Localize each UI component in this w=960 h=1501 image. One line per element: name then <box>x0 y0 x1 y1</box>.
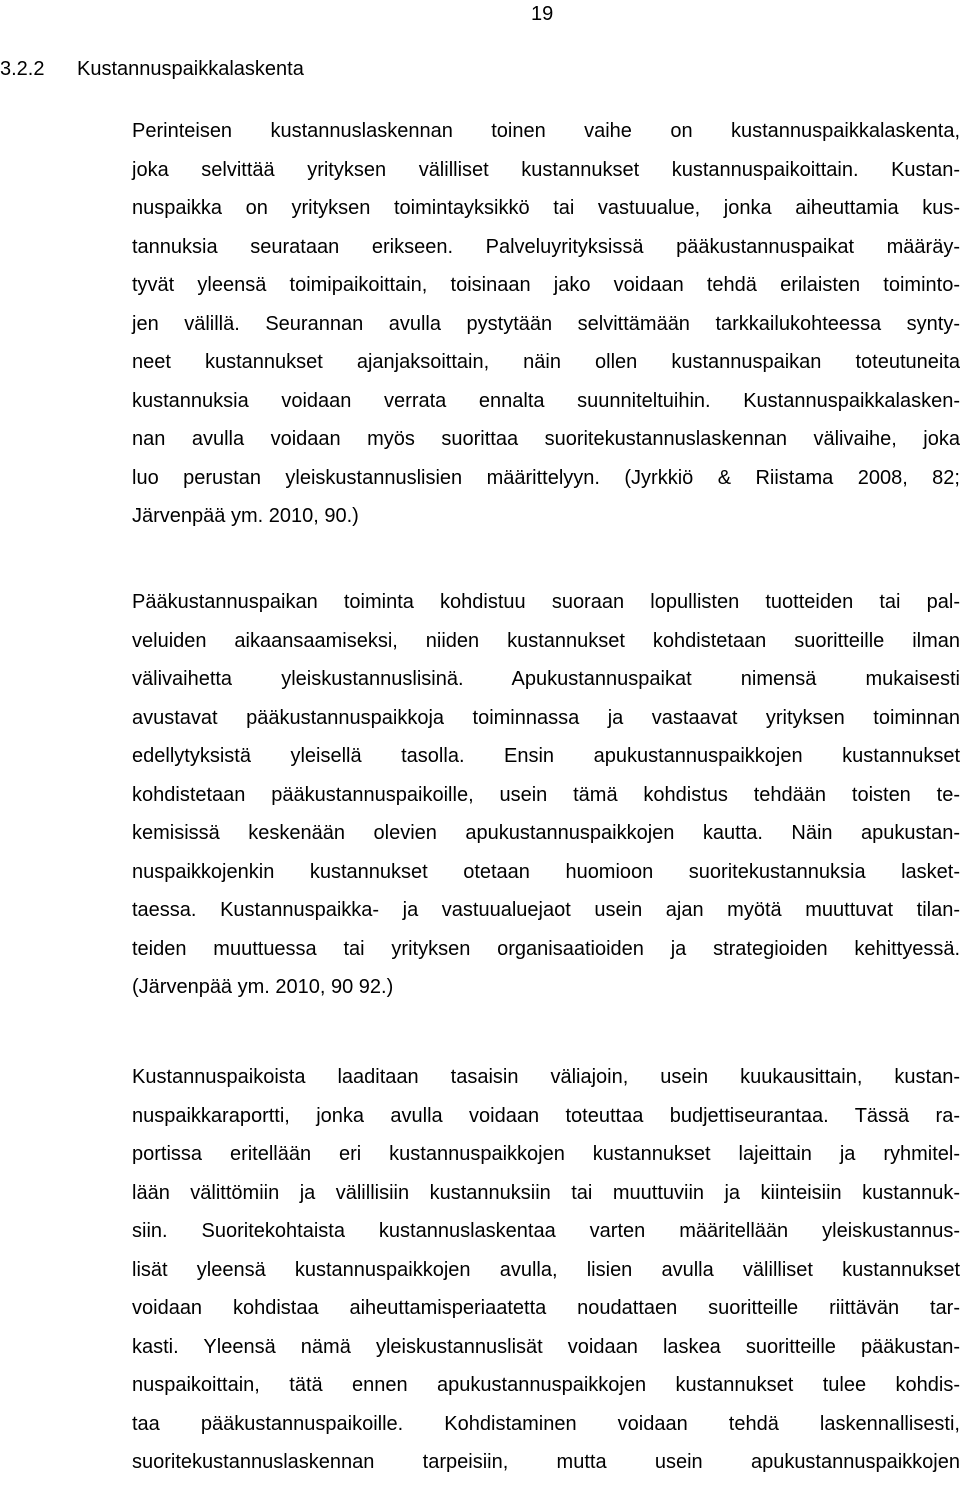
text-line: tyvät yleensä toimipaikoittain, toisinaan jako voidaan tehdä erilaisten toiminto- <box>132 274 960 296</box>
text-line: luo perustan yleiskustannuslisien määrittelyyn. (Jyrkkiö & Riistama 2008, 82; <box>132 466 960 489</box>
text-line: nuspaikka on yrityksen toimintayksikkö tai vastuualue, jonka aiheuttamia kus- <box>132 197 960 219</box>
text-line: kohdistetaan pääkustannuspaikoille, usein tämä kohdistus tehdään toisten te- <box>132 783 960 806</box>
text-line: kustannuksia voidaan verrata ennalta suunniteltuihin. Kustannuspaikkalasken- <box>132 389 960 412</box>
text-line: lään välittömiin ja välillisiin kustannuksiin tai muuttuviin ja kiinteisiin kustannuk- <box>132 1181 960 1204</box>
paragraph-1 <box>132 112 960 536</box>
text-line: taa pääkustannuspaikoille. Kohdistaminen voidaan tehdä laskennallisesti, <box>132 1412 960 1435</box>
text-line: nuspaikoittain, tätä ennen apukustannuspaikkojen kustannukset tulee kohdis- <box>132 1374 960 1396</box>
text-line: (Järvenpää ym. 2010, 90 92.) <box>132 976 394 998</box>
paragraph-2 <box>132 583 960 1007</box>
text-line: veluiden aikaansaamiseksi, niiden kustannukset kohdistetaan suoritteille ilman <box>132 629 960 652</box>
text-line: teiden muuttuessa tai yrityksen organisaatioiden ja strategioiden kehittyessä. <box>132 937 960 960</box>
text-line: Kustannuspaikoista laaditaan tasaisin väliajoin, usein kuukausittain, kustan- <box>132 1066 960 1088</box>
text-line: nan avulla voidaan myös suorittaa suoritekustannuslaskennan välivaihe, joka <box>132 428 960 450</box>
text-line: välivaihetta yleiskustannuslisinä. Apukustannuspaikat nimensä mukaisesti <box>132 668 960 690</box>
text-line: tannuksia seurataan erikseen. Palveluyrityksissä pääkustannuspaikat määräy- <box>132 235 960 258</box>
text-line: taessa. Kustannuspaikka- ja vastuualuejaot usein ajan myötä muuttuvat tilan- <box>132 899 960 921</box>
text-line: lisät yleensä kustannuspaikkojen avulla, lisien avulla välilliset kustannukset <box>132 1258 960 1281</box>
text-line: portissa eritellään eri kustannuspaikkojen kustannukset lajeittain ja ryhmitel- <box>132 1143 960 1165</box>
text-line: Pääkustannuspaikan toiminta kohdistuu suoraan lopullisten tuotteiden tai pal- <box>132 591 960 613</box>
text-line: avustavat pääkustannuspaikkoja toiminnassa ja vastaavat yrityksen toiminnan <box>132 706 960 729</box>
text-line: edellytyksistä yleisellä tasolla. Ensin apukustannuspaikkojen kustannukset <box>132 745 960 767</box>
text-line: Perinteisen kustannuslaskennan toinen vaihe on kustannuspaikkalaskenta, <box>132 120 960 142</box>
text-line: Järvenpää ym. 2010, 90.) <box>132 505 359 527</box>
section-number: 3.2.2 <box>0 58 45 80</box>
text-line: nuspaikkojenkin kustannukset otetaan huomioon suoritekustannuksia lasket- <box>132 860 960 883</box>
section-title: Kustannuspaikkalaskenta <box>77 58 304 80</box>
section-heading <box>0 56 304 82</box>
text-line: voidaan kohdistaa aiheuttamisperiaatetta noudattaen suoritteille riittävän tar- <box>132 1297 960 1319</box>
text-line: siin. Suoritekohtaista kustannuslaskentaa varten määritellään yleiskustannus- <box>132 1220 960 1242</box>
text-line: kasti. Yleensä nämä yleiskustannuslisät voidaan laskea suoritteille pääkustan- <box>132 1335 960 1358</box>
paragraph-3 <box>132 1058 960 1482</box>
text-line: suoritekustannuslaskennan tarpeisiin, mutta usein apukustannuspaikkojen <box>132 1451 960 1473</box>
text-line: jen välillä. Seurannan avulla pystytään selvittämään tarkkailukohteessa synty- <box>132 312 960 335</box>
text-line: kemisissä keskenään olevien apukustannuspaikkojen kautta. Näin apukustan- <box>132 822 960 844</box>
text-line: neet kustannukset ajanjaksoittain, näin ollen kustannuspaikan toteutuneita <box>132 351 960 373</box>
text-line: joka selvittää yrityksen välilliset kustannukset kustannuspaikoittain. Kustan- <box>132 158 960 181</box>
page-number: 19 <box>531 3 554 25</box>
text-line: nuspaikkaraportti, jonka avulla voidaan toteuttaa budjettiseurantaa. Tässä ra- <box>132 1104 960 1127</box>
